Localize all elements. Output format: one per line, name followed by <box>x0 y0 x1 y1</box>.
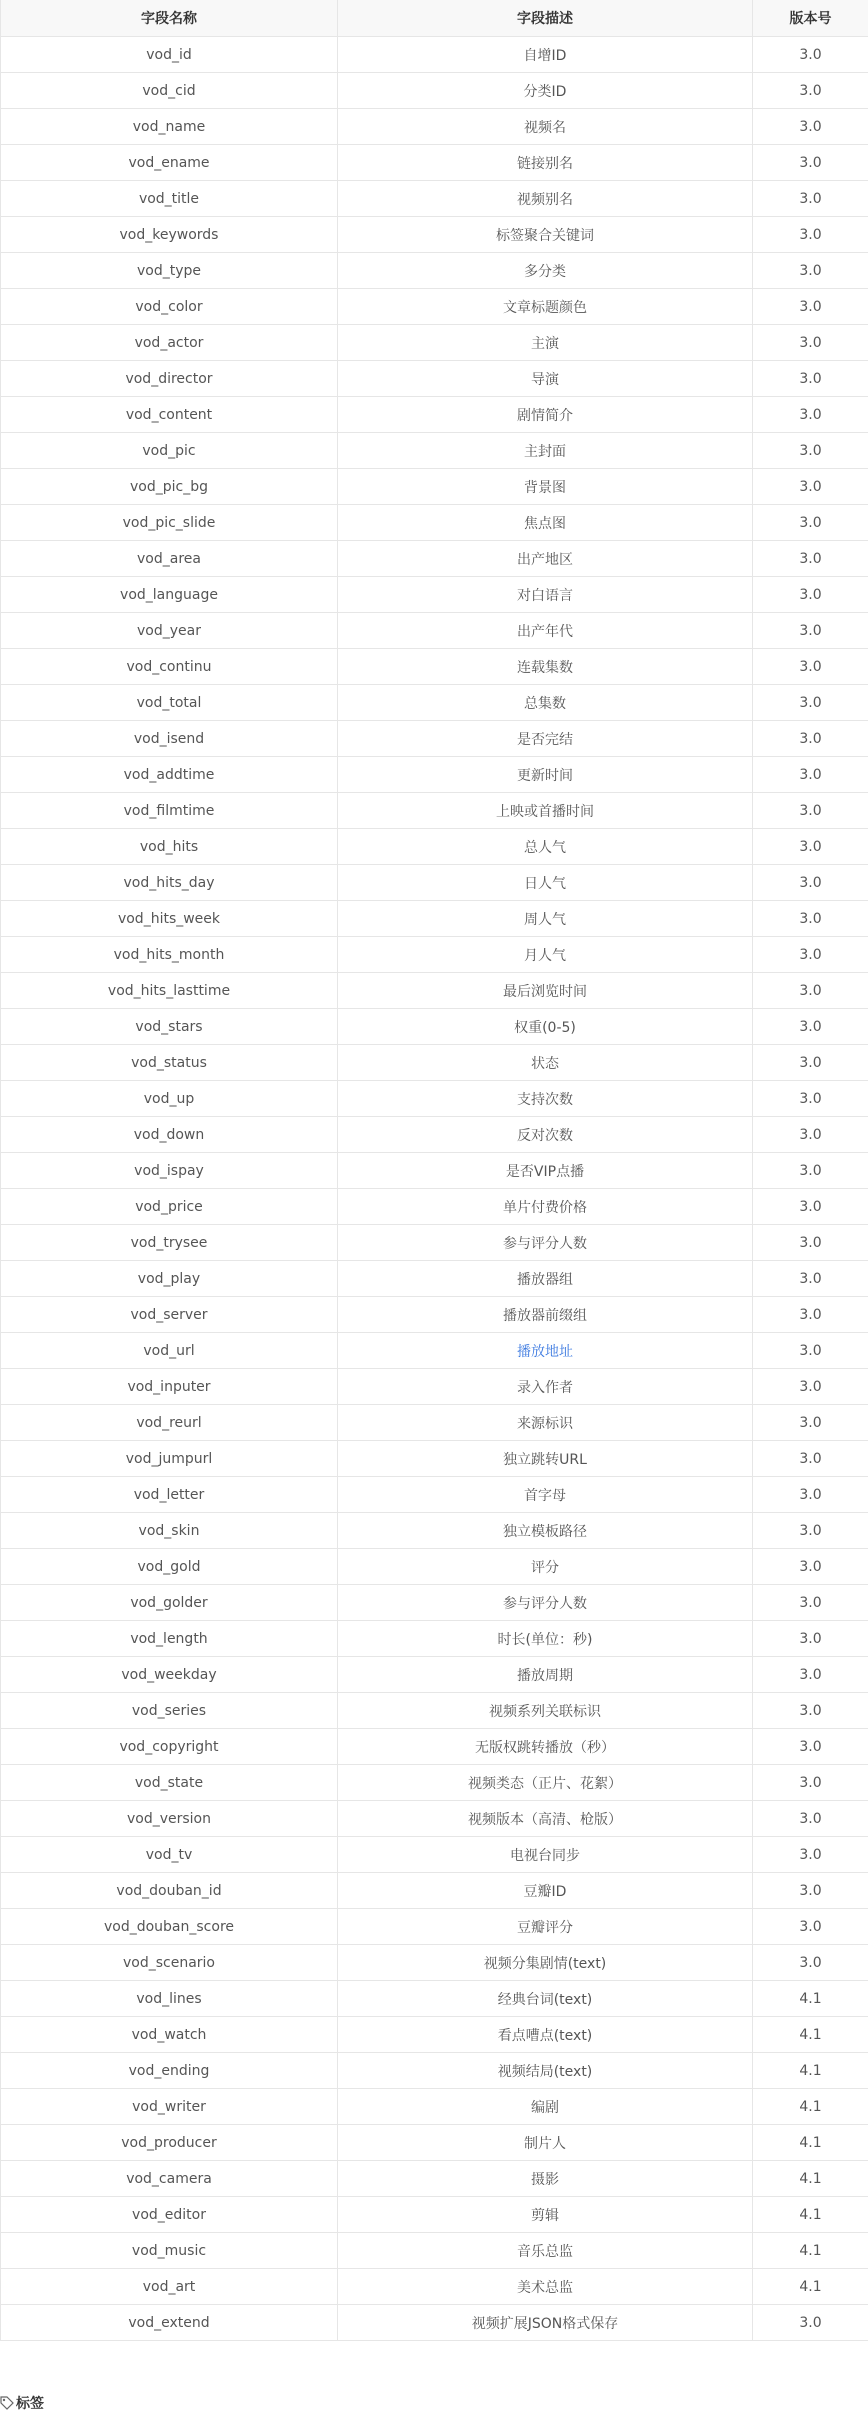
cell-version: 3.0 <box>753 1801 868 1837</box>
cell-version: 3.0 <box>753 217 868 253</box>
cell-version: 3.0 <box>753 1945 868 1981</box>
cell-field-description: 视频名 <box>338 109 753 145</box>
cell-field-name: vod_trysee <box>1 1225 338 1261</box>
cell-field-name: vod_ispay <box>1 1153 338 1189</box>
cell-field-description: 月人气 <box>338 937 753 973</box>
cell-version: 3.0 <box>753 1477 868 1513</box>
cell-version: 3.0 <box>753 2305 868 2341</box>
cell-field-description: 总集数 <box>338 685 753 721</box>
cell-field-description: 豆瓣评分 <box>338 1909 753 1945</box>
cell-field-name: vod_hits_month <box>1 937 338 973</box>
cell-field-description: 经典台词(text) <box>338 1981 753 2017</box>
cell-field-description: 制片人 <box>338 2125 753 2161</box>
table-row <box>1 1837 868 1873</box>
cell-field-name: vod_filmtime <box>1 793 338 829</box>
cell-version: 3.0 <box>753 325 868 361</box>
cell-field-name: vod_play <box>1 1261 338 1297</box>
cell-field-name: vod_director <box>1 361 338 397</box>
table-row <box>1 1189 868 1225</box>
table-row <box>1 901 868 937</box>
cell-version: 3.0 <box>753 901 868 937</box>
cell-field-name: vod_gold <box>1 1549 338 1585</box>
cell-field-description: 播放器组 <box>338 1261 753 1297</box>
cell-version: 3.0 <box>753 793 868 829</box>
cell-field-description: 连载集数 <box>338 649 753 685</box>
cell-field-name: vod_down <box>1 1117 338 1153</box>
cell-field-name: vod_up <box>1 1081 338 1117</box>
cell-version: 3.0 <box>753 865 868 901</box>
cell-version: 4.1 <box>753 2053 868 2089</box>
table-row <box>1 577 868 613</box>
table-row <box>1 253 868 289</box>
table-row <box>1 1801 868 1837</box>
table-row <box>1 721 868 757</box>
cell-field-name: vod_keywords <box>1 217 338 253</box>
cell-version: 3.0 <box>753 253 868 289</box>
cell-field-description: 链接别名 <box>338 145 753 181</box>
cell-field-description: 视频别名 <box>338 181 753 217</box>
section-title-text: 标签 <box>16 2393 44 2413</box>
cell-field-description: 焦点图 <box>338 505 753 541</box>
header-version: 版本号 <box>753 0 868 37</box>
table-row <box>1 37 868 73</box>
table-row <box>1 2125 868 2161</box>
cell-version: 3.0 <box>753 469 868 505</box>
table-row <box>1 469 868 505</box>
cell-field-name: vod_name <box>1 109 338 145</box>
cell-field-description: 独立模板路径 <box>338 1513 753 1549</box>
cell-field-name: vod_total <box>1 685 338 721</box>
cell-field-description: 参与评分人数 <box>338 1225 753 1261</box>
table-row <box>1 1873 868 1909</box>
cell-version: 3.0 <box>753 73 868 109</box>
cell-field-description: 出产年代 <box>338 613 753 649</box>
table-row <box>1 433 868 469</box>
cell-version: 4.1 <box>753 2197 868 2233</box>
section-title <box>0 2393 44 2413</box>
cell-field-description: 上映或首播时间 <box>338 793 753 829</box>
cell-field-name: vod_color <box>1 289 338 325</box>
cell-field-name: vod_stars <box>1 1009 338 1045</box>
table-row <box>1 1261 868 1297</box>
cell-field-name: vod_content <box>1 397 338 433</box>
cell-field-description: 录入作者 <box>338 1369 753 1405</box>
cell-version: 3.0 <box>753 1189 868 1225</box>
cell-field-name: vod_douban_score <box>1 1909 338 1945</box>
cell-field-name: vod_editor <box>1 2197 338 2233</box>
cell-field-name: vod_producer <box>1 2125 338 2161</box>
cell-version: 3.0 <box>753 1261 868 1297</box>
cell-version: 3.0 <box>753 1657 868 1693</box>
cell-field-description: 出产地区 <box>338 541 753 577</box>
cell-version: 3.0 <box>753 829 868 865</box>
table-row <box>1 109 868 145</box>
table-row <box>1 1621 868 1657</box>
table-row <box>1 2053 868 2089</box>
cell-field-name: vod_addtime <box>1 757 338 793</box>
cell-version: 4.1 <box>753 2233 868 2269</box>
header-field-description: 字段描述 <box>338 0 753 37</box>
cell-field-name: vod_art <box>1 2269 338 2305</box>
cell-field-description: 视频版本（高清、枪版） <box>338 1801 753 1837</box>
cell-field-description: 导演 <box>338 361 753 397</box>
cell-field-description: 音乐总监 <box>338 2233 753 2269</box>
cell-field-name: vod_pic <box>1 433 338 469</box>
cell-field-description: 电视台同步 <box>338 1837 753 1873</box>
cell-field-description: 状态 <box>338 1045 753 1081</box>
cell-field-name: vod_extend <box>1 2305 338 2341</box>
cell-version: 3.0 <box>753 1153 868 1189</box>
cell-version: 3.0 <box>753 1369 868 1405</box>
cell-field-name: vod_camera <box>1 2161 338 2197</box>
cell-field-description: 更新时间 <box>338 757 753 793</box>
cell-field-description: 播放器前缀组 <box>338 1297 753 1333</box>
table-row <box>1 1909 868 1945</box>
cell-field-name: vod_copyright <box>1 1729 338 1765</box>
cell-field-description: 主封面 <box>338 433 753 469</box>
cell-version: 3.0 <box>753 1909 868 1945</box>
cell-version: 3.0 <box>753 721 868 757</box>
cell-version: 3.0 <box>753 1081 868 1117</box>
table-row <box>1 1153 868 1189</box>
table-row <box>1 1117 868 1153</box>
cell-version: 4.1 <box>753 2017 868 2053</box>
cell-field-description: 摄影 <box>338 2161 753 2197</box>
cell-field-name: vod_skin <box>1 1513 338 1549</box>
cell-version: 3.0 <box>753 1333 868 1369</box>
cell-field-description: 标签聚合关键词 <box>338 217 753 253</box>
cell-field-description: 视频结局(text) <box>338 2053 753 2089</box>
cell-version: 3.0 <box>753 1045 868 1081</box>
cell-field-description: 日人气 <box>338 865 753 901</box>
cell-field-name: vod_cid <box>1 73 338 109</box>
table-row <box>1 1657 868 1693</box>
cell-version: 4.1 <box>753 2269 868 2305</box>
cell-field-name: vod_golder <box>1 1585 338 1621</box>
cell-version: 3.0 <box>753 433 868 469</box>
tag-icon <box>0 2396 14 2410</box>
cell-field-description: 总人气 <box>338 829 753 865</box>
table-row <box>1 1981 868 2017</box>
table-row <box>1 937 868 973</box>
cell-version: 4.1 <box>753 2125 868 2161</box>
table-body <box>1 37 868 2341</box>
cell-field-name: vod_hits <box>1 829 338 865</box>
table-row <box>1 829 868 865</box>
cell-version: 3.0 <box>753 1693 868 1729</box>
cell-version: 3.0 <box>753 1873 868 1909</box>
cell-field-description: 视频扩展JSON格式保存 <box>338 2305 753 2341</box>
cell-version: 3.0 <box>753 1549 868 1585</box>
table-row <box>1 1081 868 1117</box>
cell-field-name: vod_watch <box>1 2017 338 2053</box>
table-row <box>1 1045 868 1081</box>
cell-version: 3.0 <box>753 757 868 793</box>
cell-version: 3.0 <box>753 1513 868 1549</box>
cell-field-description-link[interactable]: 播放地址 <box>338 1333 753 1369</box>
cell-version: 3.0 <box>753 685 868 721</box>
cell-field-description: 是否完结 <box>338 721 753 757</box>
table-row <box>1 505 868 541</box>
cell-field-name: vod_title <box>1 181 338 217</box>
cell-field-description: 首字母 <box>338 1477 753 1513</box>
table-row <box>1 2269 868 2305</box>
table-row <box>1 1369 868 1405</box>
cell-field-description: 视频分集剧情(text) <box>338 1945 753 1981</box>
cell-field-name: vod_url <box>1 1333 338 1369</box>
cell-version: 3.0 <box>753 541 868 577</box>
cell-version: 3.0 <box>753 1009 868 1045</box>
cell-field-description: 播放周期 <box>338 1657 753 1693</box>
cell-version: 3.0 <box>753 109 868 145</box>
cell-field-name: vod_series <box>1 1693 338 1729</box>
cell-field-description: 豆瓣ID <box>338 1873 753 1909</box>
cell-field-description: 来源标识 <box>338 1405 753 1441</box>
cell-field-description: 美术总监 <box>338 2269 753 2305</box>
table-row <box>1 1729 868 1765</box>
cell-version: 3.0 <box>753 577 868 613</box>
table-row <box>1 541 868 577</box>
table-row <box>1 865 868 901</box>
table-row <box>1 2197 868 2233</box>
table-row <box>1 973 868 1009</box>
cell-version: 3.0 <box>753 649 868 685</box>
cell-field-description: 支持次数 <box>338 1081 753 1117</box>
table-row <box>1 2233 868 2269</box>
cell-version: 3.0 <box>753 1585 868 1621</box>
table-header <box>1 0 868 37</box>
table-row <box>1 1333 868 1369</box>
table-row <box>1 1513 868 1549</box>
cell-field-description: 参与评分人数 <box>338 1585 753 1621</box>
cell-field-description: 主演 <box>338 325 753 361</box>
cell-field-description: 权重(0-5) <box>338 1009 753 1045</box>
table-row <box>1 613 868 649</box>
cell-field-name: vod_server <box>1 1297 338 1333</box>
cell-field-name: vod_tv <box>1 1837 338 1873</box>
cell-field-description: 剪辑 <box>338 2197 753 2233</box>
cell-field-description: 多分类 <box>338 253 753 289</box>
cell-version: 4.1 <box>753 1981 868 2017</box>
cell-field-name: vod_hits_lasttime <box>1 973 338 1009</box>
cell-field-name: vod_music <box>1 2233 338 2269</box>
header-field-name: 字段名称 <box>1 0 338 37</box>
cell-field-description: 编剧 <box>338 2089 753 2125</box>
cell-version: 3.0 <box>753 1117 868 1153</box>
cell-field-name: vod_state <box>1 1765 338 1801</box>
cell-field-description: 看点嘈点(text) <box>338 2017 753 2053</box>
table-row <box>1 1549 868 1585</box>
cell-field-name: vod_isend <box>1 721 338 757</box>
cell-version: 3.0 <box>753 181 868 217</box>
cell-field-name: vod_ending <box>1 2053 338 2089</box>
cell-field-name: vod_inputer <box>1 1369 338 1405</box>
cell-field-name: vod_reurl <box>1 1405 338 1441</box>
table-row <box>1 649 868 685</box>
cell-field-description: 最后浏览时间 <box>338 973 753 1009</box>
cell-field-description: 视频类态（正片、花絮） <box>338 1765 753 1801</box>
table-row <box>1 1297 868 1333</box>
cell-field-name: vod_writer <box>1 2089 338 2125</box>
table-row <box>1 1693 868 1729</box>
cell-version: 3.0 <box>753 145 868 181</box>
table-row <box>1 181 868 217</box>
table-row <box>1 1225 868 1261</box>
cell-field-name: vod_scenario <box>1 1945 338 1981</box>
cell-field-name: vod_pic_bg <box>1 469 338 505</box>
cell-field-name: vod_actor <box>1 325 338 361</box>
cell-version: 3.0 <box>753 1297 868 1333</box>
table-row <box>1 1009 868 1045</box>
cell-field-name: vod_type <box>1 253 338 289</box>
table-row <box>1 685 868 721</box>
cell-version: 3.0 <box>753 361 868 397</box>
cell-field-description: 时长(单位：秒) <box>338 1621 753 1657</box>
cell-version: 3.0 <box>753 37 868 73</box>
cell-version: 3.0 <box>753 1621 868 1657</box>
cell-field-name: vod_price <box>1 1189 338 1225</box>
cell-version: 3.0 <box>753 397 868 433</box>
cell-field-description: 背景图 <box>338 469 753 505</box>
cell-field-name: vod_id <box>1 37 338 73</box>
table-row <box>1 73 868 109</box>
cell-field-name: vod_language <box>1 577 338 613</box>
cell-version: 3.0 <box>753 505 868 541</box>
cell-field-name: vod_year <box>1 613 338 649</box>
table-row <box>1 1405 868 1441</box>
table-row <box>1 1765 868 1801</box>
cell-field-name: vod_hits_week <box>1 901 338 937</box>
table-row <box>1 1441 868 1477</box>
cell-field-description: 自增ID <box>338 37 753 73</box>
cell-field-description: 单片付费价格 <box>338 1189 753 1225</box>
cell-version: 3.0 <box>753 937 868 973</box>
cell-version: 3.0 <box>753 613 868 649</box>
table-row <box>1 2017 868 2053</box>
cell-field-description: 无版权跳转播放（秒） <box>338 1729 753 1765</box>
cell-version: 3.0 <box>753 1225 868 1261</box>
table-row <box>1 2089 868 2125</box>
cell-field-name: vod_hits_day <box>1 865 338 901</box>
cell-version: 3.0 <box>753 1837 868 1873</box>
table-row <box>1 2305 868 2341</box>
table-row <box>1 793 868 829</box>
table-row <box>1 2161 868 2197</box>
cell-field-name: vod_continu <box>1 649 338 685</box>
cell-version: 3.0 <box>753 289 868 325</box>
cell-field-name: vod_area <box>1 541 338 577</box>
cell-version: 4.1 <box>753 2089 868 2125</box>
cell-version: 4.1 <box>753 2161 868 2197</box>
cell-field-description: 视频系列关联标识 <box>338 1693 753 1729</box>
table-row <box>1 397 868 433</box>
table-row <box>1 361 868 397</box>
cell-field-description: 是否VIP点播 <box>338 1153 753 1189</box>
table-row <box>1 1945 868 1981</box>
cell-version: 3.0 <box>753 1405 868 1441</box>
cell-field-description: 剧情简介 <box>338 397 753 433</box>
cell-field-name: vod_jumpurl <box>1 1441 338 1477</box>
cell-field-name: vod_letter <box>1 1477 338 1513</box>
cell-field-name: vod_length <box>1 1621 338 1657</box>
cell-field-description: 对白语言 <box>338 577 753 613</box>
cell-field-name: vod_lines <box>1 1981 338 2017</box>
cell-field-description: 文章标题颜色 <box>338 289 753 325</box>
header-row <box>1 0 868 37</box>
cell-field-name: vod_douban_id <box>1 1873 338 1909</box>
table-row <box>1 289 868 325</box>
cell-field-description: 评分 <box>338 1549 753 1585</box>
cell-version: 3.0 <box>753 1441 868 1477</box>
cell-field-name: vod_weekday <box>1 1657 338 1693</box>
cell-field-name: vod_pic_slide <box>1 505 338 541</box>
table-row <box>1 325 868 361</box>
cell-field-description: 独立跳转URL <box>338 1441 753 1477</box>
cell-field-description: 分类ID <box>338 73 753 109</box>
cell-field-name: vod_version <box>1 1801 338 1837</box>
cell-field-name: vod_ename <box>1 145 338 181</box>
cell-version: 3.0 <box>753 1729 868 1765</box>
table-row <box>1 217 868 253</box>
cell-field-description: 反对次数 <box>338 1117 753 1153</box>
cell-version: 3.0 <box>753 1765 868 1801</box>
table-row <box>1 1585 868 1621</box>
cell-field-description: 周人气 <box>338 901 753 937</box>
cell-field-name: vod_status <box>1 1045 338 1081</box>
table-row <box>1 1477 868 1513</box>
table-row <box>1 145 868 181</box>
table-row <box>1 757 868 793</box>
cell-version: 3.0 <box>753 973 868 1009</box>
